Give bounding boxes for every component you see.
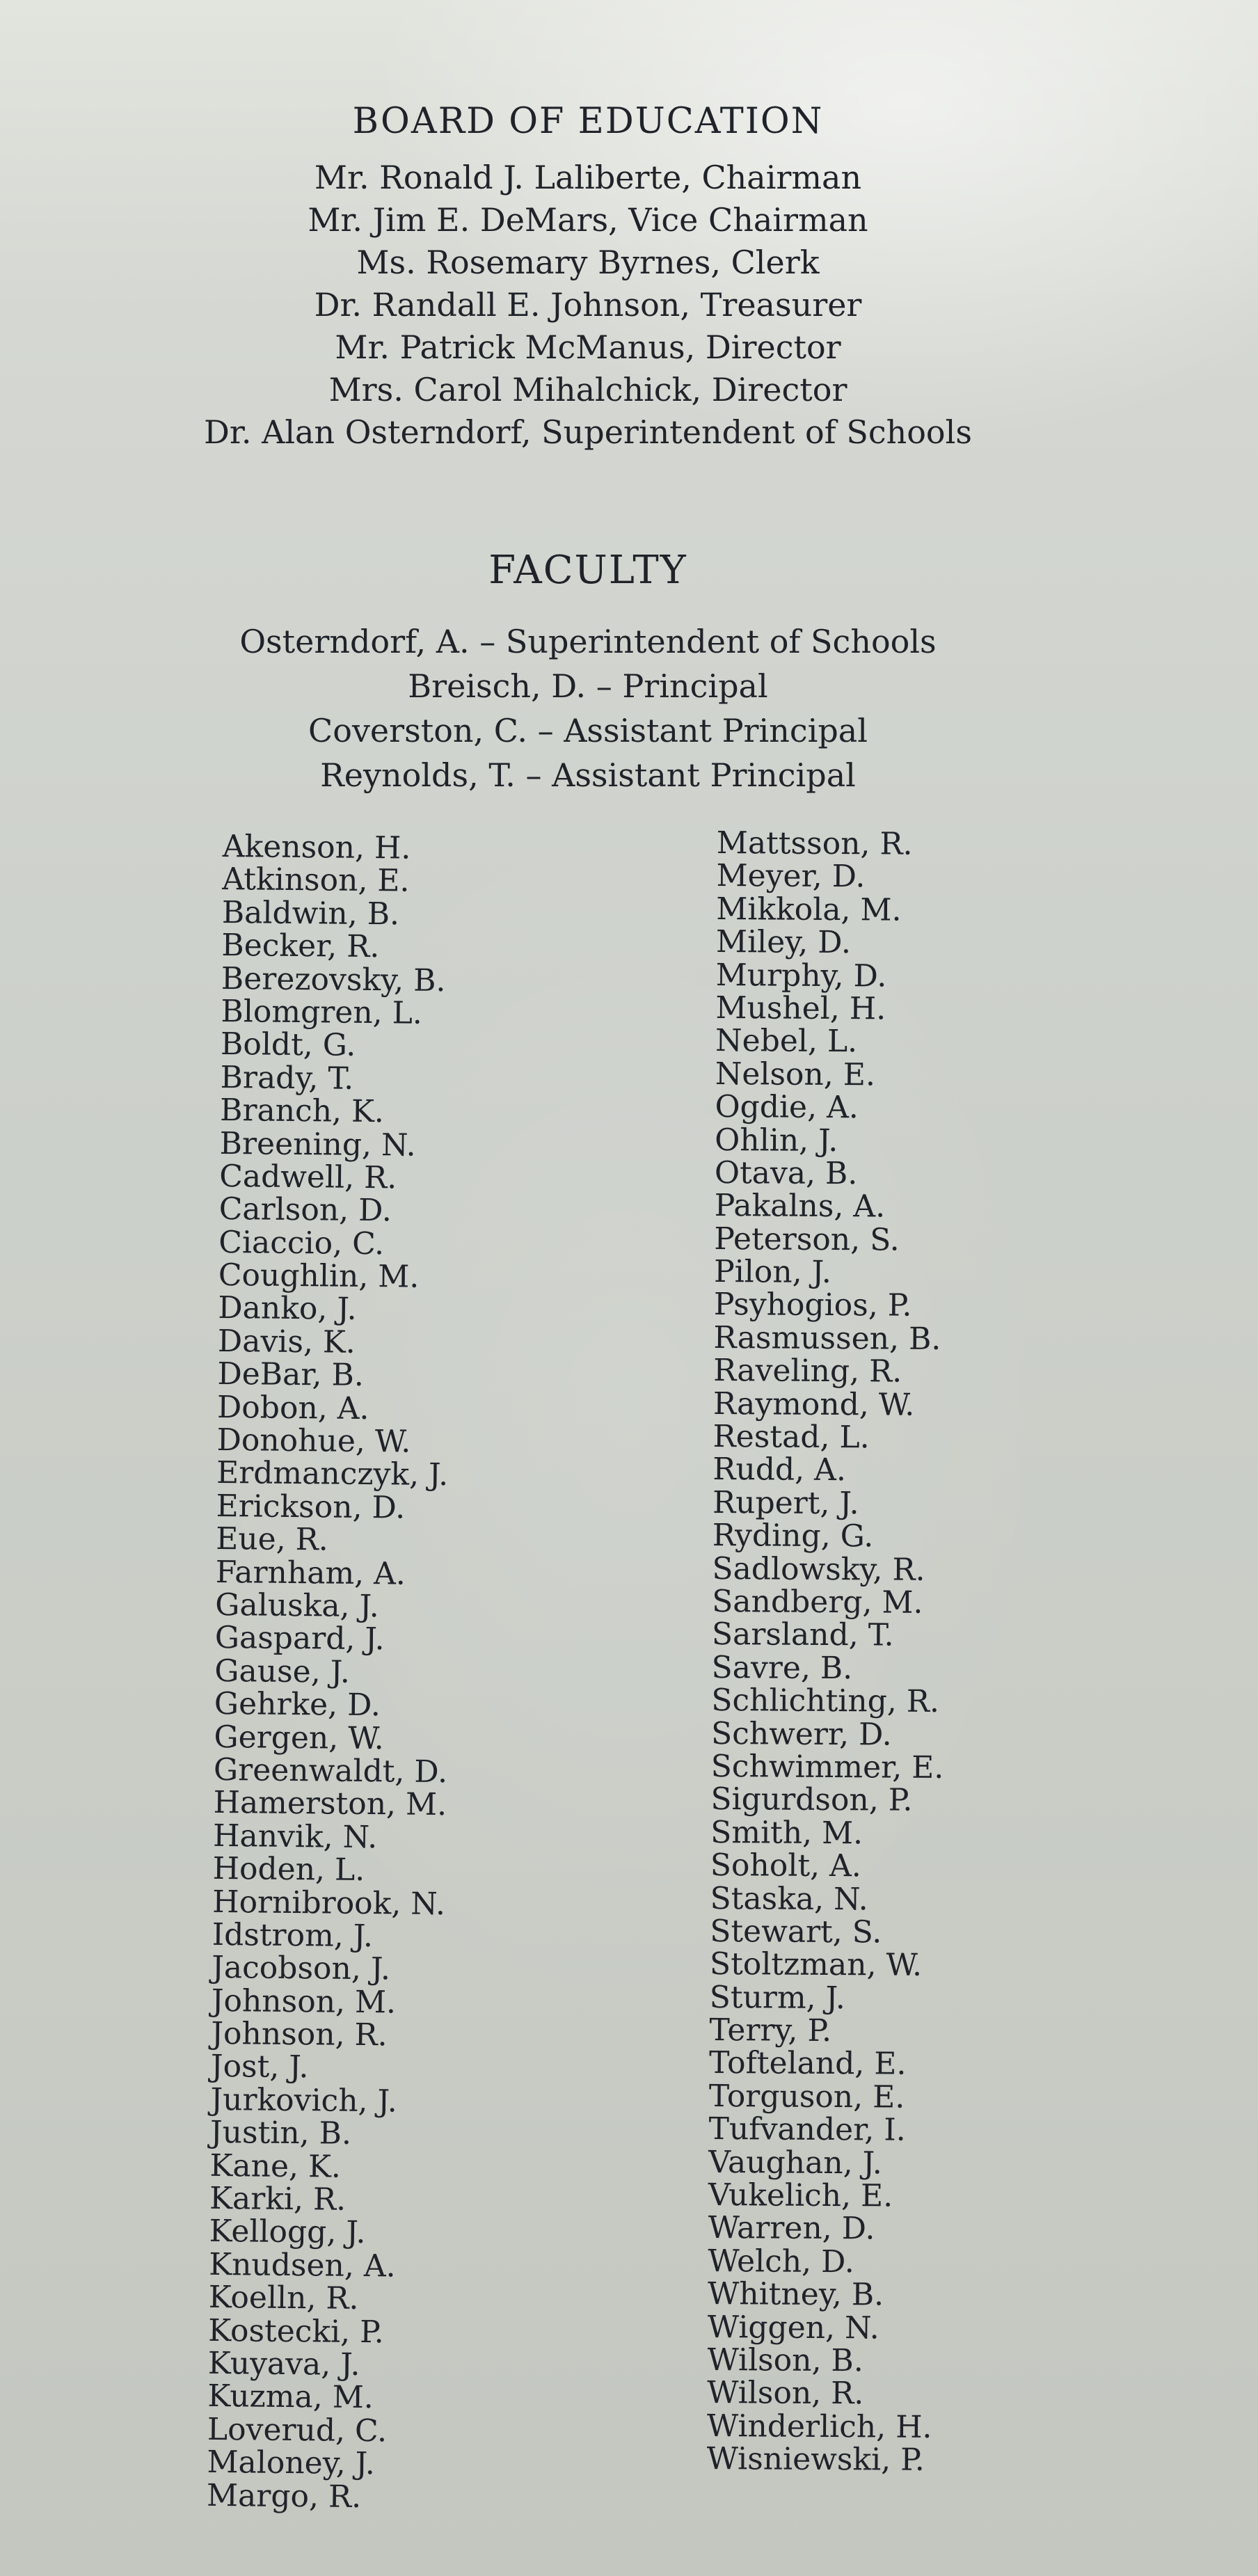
faculty-name: Staska, N. bbox=[710, 1880, 868, 1917]
faculty-name: Koelln, R. bbox=[208, 2280, 359, 2317]
faculty-name: Tofteland, E. bbox=[708, 2045, 907, 2083]
faculty-name: Ohlin, J. bbox=[715, 1122, 838, 1159]
faculty-name: Mattsson, R. bbox=[716, 825, 913, 862]
faculty-name: Tufvander, I. bbox=[708, 2111, 906, 2148]
faculty-name: Carlson, D. bbox=[218, 1191, 392, 1229]
faculty-name: Blomgren, L. bbox=[221, 993, 423, 1031]
faculty-name: Hoden, L. bbox=[212, 1851, 365, 1889]
faculty-name: Akenson, H. bbox=[222, 829, 411, 866]
faculty-name: Wisniewski, P. bbox=[706, 2441, 925, 2479]
faculty-name: Justin, B. bbox=[209, 2115, 352, 2152]
faculty-name: Mikkola, M. bbox=[716, 891, 902, 928]
faculty-name: Boldt, G. bbox=[220, 1026, 356, 1064]
faculty-name: Loverud, C. bbox=[207, 2411, 388, 2449]
faculty-name: Davis, K. bbox=[217, 1323, 356, 1360]
faculty-name: Soholt, A. bbox=[710, 1847, 861, 1884]
faculty-name: Stewart, S. bbox=[710, 1913, 882, 1950]
board-member: Ms. Rosemary Byrnes, Clerk bbox=[356, 244, 820, 281]
faculty-name: Becker, R. bbox=[221, 928, 380, 965]
faculty-name: Jurkovich, J. bbox=[210, 2081, 397, 2120]
faculty-name: Murphy, D. bbox=[715, 957, 887, 994]
faculty-name: Warren, D. bbox=[708, 2210, 875, 2247]
faculty-name: Greenwaldt, D. bbox=[213, 1751, 448, 1790]
faculty-name: Cadwell, R. bbox=[218, 1158, 397, 1196]
faculty-name: Meyer, D. bbox=[716, 858, 866, 895]
administrator: Breisch, D. – Principal bbox=[408, 667, 768, 705]
faculty-name: Rudd, A. bbox=[712, 1452, 847, 1488]
faculty-name: Sigurdson, P. bbox=[710, 1781, 913, 1819]
faculty-name: Hornibrook, N. bbox=[212, 1884, 446, 1922]
faculty-name: Otava, B. bbox=[714, 1154, 858, 1192]
faculty-name: Ciaccio, C. bbox=[218, 1224, 385, 1262]
faculty-name: Erickson, D. bbox=[216, 1488, 406, 1526]
faculty-name: Hamerston, M. bbox=[213, 1785, 447, 1823]
faculty-name: Sadlowsky, R. bbox=[712, 1550, 925, 1588]
faculty-name: Dobon, A. bbox=[216, 1389, 369, 1426]
faculty-name: Eue, R. bbox=[215, 1521, 329, 1558]
faculty-name: Wiggen, N. bbox=[707, 2309, 879, 2346]
board-heading: BOARD OF EDUCATION bbox=[352, 101, 824, 142]
faculty-name: Donohue, W. bbox=[216, 1422, 411, 1460]
faculty-name: Whitney, B. bbox=[707, 2276, 884, 2313]
board-of-education-section bbox=[153, 87, 1023, 454]
faculty-name: Ryding, G. bbox=[712, 1518, 874, 1555]
faculty-name: Sarsland, T. bbox=[711, 1616, 894, 1653]
faculty-section bbox=[153, 536, 1023, 797]
board-member: Mr. Patrick McManus, Director bbox=[335, 328, 841, 366]
faculty-name: Pakalns, A. bbox=[714, 1188, 886, 1225]
faculty-name: Raveling, R. bbox=[713, 1353, 902, 1390]
faculty-name: Savre, B. bbox=[711, 1649, 853, 1686]
faculty-name: Peterson, S. bbox=[714, 1221, 900, 1258]
faculty-heading: FACULTY bbox=[488, 548, 687, 593]
faculty-name: Ogdie, A. bbox=[715, 1089, 859, 1126]
faculty-name: Kellogg, J. bbox=[209, 2213, 366, 2251]
faculty-name: Pilon, J. bbox=[713, 1254, 832, 1291]
board-member: Dr. Alan Osterndorf, Superintendent of Schools bbox=[204, 413, 972, 451]
faculty-name: Gaspard, J. bbox=[214, 1620, 385, 1657]
faculty-name: Schwimmer, E. bbox=[710, 1748, 944, 1786]
faculty-name: Psyhogios, P. bbox=[713, 1287, 912, 1324]
faculty-name: Wilson, R. bbox=[707, 2375, 864, 2412]
board-member: Mrs. Carol Mihalchick, Director bbox=[328, 371, 847, 408]
administrator: Coverston, C. – Assistant Principal bbox=[308, 712, 868, 749]
board-member: Mr. Ronald J. Laliberte, Chairman bbox=[314, 159, 862, 196]
faculty-name: Nebel, L. bbox=[715, 1023, 858, 1060]
faculty-name: Atkinson, E. bbox=[222, 861, 410, 899]
board-members-list bbox=[153, 157, 1023, 454]
faculty-name: Baldwin, B. bbox=[221, 894, 400, 932]
faculty-name: Berezovsky, B. bbox=[221, 960, 446, 999]
faculty-name: Maloney, J. bbox=[207, 2444, 376, 2482]
faculty-name: Sandberg, M. bbox=[712, 1583, 923, 1621]
faculty-name: Gehrke, D. bbox=[214, 1686, 381, 1724]
faculty-name: Idstrom, J. bbox=[212, 1916, 374, 1955]
faculty-name: Schwerr, D. bbox=[710, 1715, 892, 1753]
faculty-name: Miley, D. bbox=[715, 924, 852, 961]
administrator: Osterndorf, A. – Superintendent of Schools bbox=[239, 623, 937, 660]
board-member: Dr. Randall E. Johnson, Treasurer bbox=[314, 286, 862, 324]
faculty-name: Wilson, B. bbox=[707, 2342, 863, 2379]
faculty-name: Erdmanczyk, J. bbox=[216, 1455, 449, 1493]
faculty-name: Rupert, J. bbox=[712, 1484, 859, 1522]
faculty-name: Stoltzman, W. bbox=[709, 1946, 923, 1984]
faculty-name: Gause, J. bbox=[214, 1653, 351, 1690]
faculty-name: Kuzma, M. bbox=[207, 2378, 374, 2416]
faculty-name: Margo, R. bbox=[206, 2477, 362, 2515]
faculty-name: Karki, R. bbox=[209, 2180, 347, 2218]
faculty-name: Nelson, E. bbox=[715, 1056, 876, 1093]
faculty-name: Breening, N. bbox=[219, 1125, 416, 1163]
faculty-name: DeBar, B. bbox=[217, 1356, 365, 1394]
faculty-name: Branch, K. bbox=[219, 1092, 385, 1130]
board-member: Mr. Jim E. DeMars, Vice Chairman bbox=[308, 201, 868, 239]
faculty-list-left-column bbox=[207, 830, 456, 2514]
faculty-name: Kane, K. bbox=[209, 2147, 342, 2185]
faculty-name: Mushel, H. bbox=[715, 989, 886, 1027]
faculty-name: Vukelich, E. bbox=[708, 2177, 893, 2214]
faculty-name: Hanvik, N. bbox=[212, 1818, 378, 1855]
faculty-name: Terry, P. bbox=[709, 2012, 832, 2049]
faculty-name: Danko, J. bbox=[218, 1290, 357, 1328]
faculty-name: Jost, J. bbox=[210, 2049, 309, 2085]
administrators-list bbox=[153, 619, 1023, 797]
faculty-name: Farnham, A. bbox=[215, 1554, 406, 1592]
faculty-name: Coughlin, M. bbox=[218, 1257, 420, 1295]
faculty-name: Raymond, W. bbox=[712, 1385, 915, 1423]
faculty-name: Galuska, J. bbox=[215, 1587, 379, 1625]
faculty-name: Welch, D. bbox=[708, 2243, 854, 2280]
faculty-name: Knudsen, A. bbox=[208, 2246, 396, 2284]
administrator: Reynolds, T. – Assistant Principal bbox=[320, 756, 856, 794]
faculty-name: Kuyava, J. bbox=[207, 2345, 360, 2383]
faculty-name: Gergen, W. bbox=[214, 1719, 384, 1756]
faculty-list-right-column bbox=[707, 827, 950, 2477]
faculty-name: Smith, M. bbox=[710, 1814, 863, 1852]
faculty-name: Winderlich, H. bbox=[706, 2408, 932, 2445]
faculty-name: Restad, L. bbox=[712, 1419, 870, 1456]
faculty-name: Torguson, E. bbox=[708, 2078, 905, 2115]
faculty-name: Vaughan, J. bbox=[708, 2144, 882, 2181]
faculty-name: Jacobson, J. bbox=[212, 1950, 391, 1987]
faculty-name: Johnson, M. bbox=[211, 1982, 397, 2021]
faculty-name: Rasmussen, B. bbox=[713, 1319, 941, 1357]
faculty-name: Johnson, R. bbox=[211, 2015, 388, 2053]
faculty-name: Brady, T. bbox=[220, 1059, 354, 1097]
faculty-name: Schlichting, R. bbox=[711, 1683, 940, 1720]
faculty-name: Kostecki, P. bbox=[208, 2312, 385, 2350]
faculty-name: Sturm, J. bbox=[709, 1979, 845, 2016]
